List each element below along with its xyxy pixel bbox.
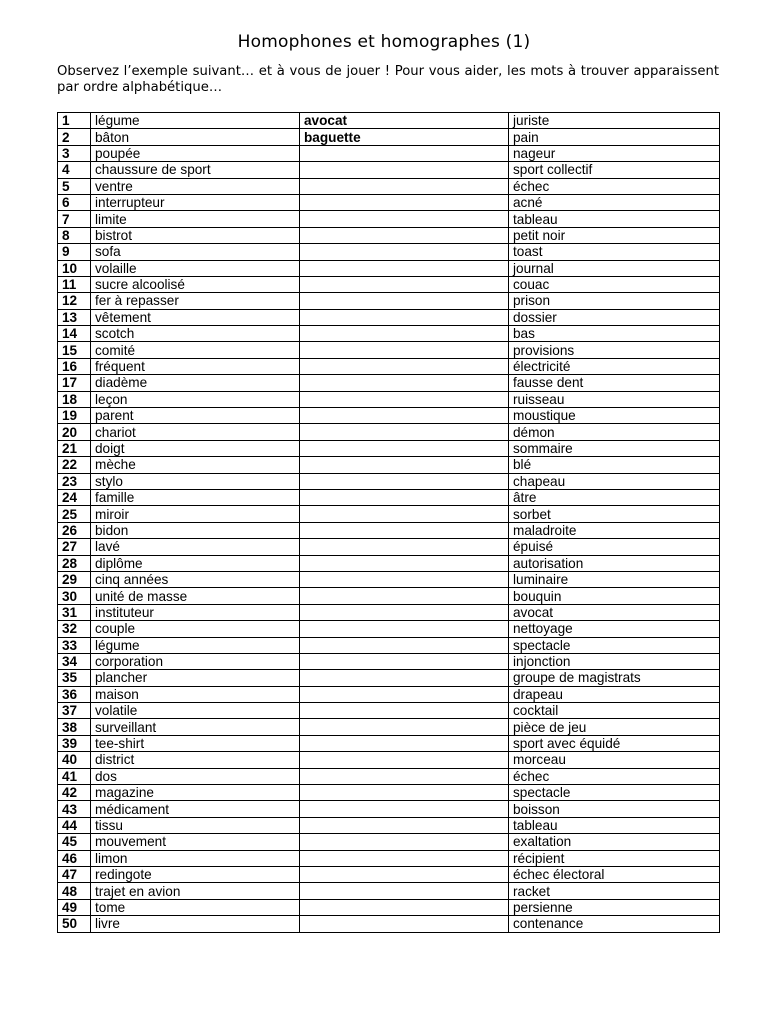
row-number: 11	[58, 276, 91, 292]
word-cell: parent	[91, 408, 300, 424]
row-number: 50	[58, 916, 91, 932]
table-row	[58, 244, 720, 260]
definition-cell: ruisseau	[509, 391, 720, 407]
word-cell: dos	[91, 768, 300, 784]
definition-cell: pain	[509, 129, 720, 145]
table-row	[58, 522, 720, 538]
table-row	[58, 719, 720, 735]
row-number: 39	[58, 735, 91, 751]
row-number: 28	[58, 555, 91, 571]
table-row	[58, 735, 720, 751]
answer-cell[interactable]	[300, 211, 509, 227]
answer-cell[interactable]	[300, 260, 509, 276]
definition-cell: prison	[509, 293, 720, 309]
definition-cell: démon	[509, 424, 720, 440]
table-row	[58, 309, 720, 325]
answer-cell[interactable]	[300, 522, 509, 538]
table-row	[58, 817, 720, 833]
word-cell: corporation	[91, 653, 300, 669]
word-cell: fer à repasser	[91, 293, 300, 309]
table-row	[58, 555, 720, 571]
table-row	[58, 391, 720, 407]
table-row	[58, 326, 720, 342]
row-number: 42	[58, 785, 91, 801]
word-cell: doigt	[91, 440, 300, 456]
row-number: 27	[58, 539, 91, 555]
word-cell: trajet en avion	[91, 883, 300, 899]
definition-cell: avocat	[509, 604, 720, 620]
row-number: 44	[58, 817, 91, 833]
row-number: 15	[58, 342, 91, 358]
definition-cell: dossier	[509, 309, 720, 325]
answer-cell[interactable]	[300, 473, 509, 489]
definition-cell: sport collectif	[509, 162, 720, 178]
definition-cell: cocktail	[509, 703, 720, 719]
table-row	[58, 113, 720, 129]
definition-cell: bouquin	[509, 588, 720, 604]
word-cell: diadème	[91, 375, 300, 391]
row-number: 3	[58, 145, 91, 161]
answer-cell[interactable]	[300, 588, 509, 604]
definition-cell: fausse dent	[509, 375, 720, 391]
answer-cell[interactable]	[300, 686, 509, 702]
answer-cell[interactable]	[300, 719, 509, 735]
answer-cell[interactable]	[300, 342, 509, 358]
table-row	[58, 506, 720, 522]
definition-cell: maladroite	[509, 522, 720, 538]
answer-cell[interactable]: avocat	[300, 113, 509, 129]
row-number: 6	[58, 194, 91, 210]
word-cell: plancher	[91, 670, 300, 686]
answer-cell[interactable]	[300, 424, 509, 440]
word-cell: sofa	[91, 244, 300, 260]
table-row	[58, 850, 720, 866]
answer-cell[interactable]	[300, 670, 509, 686]
table-row	[58, 440, 720, 456]
answer-cell[interactable]	[300, 293, 509, 309]
word-cell: légume	[91, 113, 300, 129]
table-row	[58, 801, 720, 817]
answer-cell[interactable]	[300, 768, 509, 784]
table-row	[58, 260, 720, 276]
answer-cell[interactable]	[300, 801, 509, 817]
answer-cell[interactable]	[300, 408, 509, 424]
word-cell: couple	[91, 621, 300, 637]
row-number: 8	[58, 227, 91, 243]
answer-cell[interactable]	[300, 489, 509, 505]
word-cell: tissu	[91, 817, 300, 833]
answer-cell[interactable]	[300, 276, 509, 292]
word-cell: ventre	[91, 178, 300, 194]
answer-cell[interactable]	[300, 834, 509, 850]
row-number: 32	[58, 621, 91, 637]
definition-cell: provisions	[509, 342, 720, 358]
word-cell: comité	[91, 342, 300, 358]
homophones-table	[57, 112, 720, 933]
word-cell: tome	[91, 899, 300, 915]
table-row	[58, 473, 720, 489]
word-cell: tee-shirt	[91, 735, 300, 751]
definition-cell: persienne	[509, 899, 720, 915]
word-cell: volaille	[91, 260, 300, 276]
answer-cell[interactable]	[300, 785, 509, 801]
table-row	[58, 489, 720, 505]
table-row	[58, 604, 720, 620]
definition-cell: injonction	[509, 653, 720, 669]
answer-cell[interactable]	[300, 145, 509, 161]
answer-cell[interactable]	[300, 850, 509, 866]
table-row	[58, 571, 720, 587]
definition-cell: récipient	[509, 850, 720, 866]
row-number: 2	[58, 129, 91, 145]
table-row	[58, 899, 720, 915]
word-cell: limon	[91, 850, 300, 866]
table-row	[58, 375, 720, 391]
answer-cell[interactable]	[300, 539, 509, 555]
word-cell: bistrot	[91, 227, 300, 243]
row-number: 47	[58, 866, 91, 882]
row-number: 7	[58, 211, 91, 227]
definition-cell: tableau	[509, 211, 720, 227]
row-number: 33	[58, 637, 91, 653]
word-cell: magazine	[91, 785, 300, 801]
definition-cell: boisson	[509, 801, 720, 817]
answer-cell[interactable]	[300, 506, 509, 522]
answer-cell[interactable]	[300, 440, 509, 456]
row-number: 10	[58, 260, 91, 276]
word-cell: scotch	[91, 326, 300, 342]
answer-cell[interactable]	[300, 162, 509, 178]
row-number: 34	[58, 653, 91, 669]
answer-cell[interactable]	[300, 637, 509, 653]
table-row	[58, 194, 720, 210]
table-row	[58, 834, 720, 850]
word-cell: bâton	[91, 129, 300, 145]
answer-cell[interactable]	[300, 375, 509, 391]
table-row	[58, 752, 720, 768]
table-row	[58, 588, 720, 604]
word-cell: mèche	[91, 457, 300, 473]
definition-cell: nageur	[509, 145, 720, 161]
definition-cell: contenance	[509, 916, 720, 932]
definition-cell: drapeau	[509, 686, 720, 702]
definition-cell: morceau	[509, 752, 720, 768]
answer-cell[interactable]	[300, 703, 509, 719]
table-body	[58, 113, 720, 933]
answer-cell[interactable]	[300, 227, 509, 243]
definition-cell: blé	[509, 457, 720, 473]
answer-cell[interactable]	[300, 899, 509, 915]
row-number: 5	[58, 178, 91, 194]
definition-cell: spectacle	[509, 637, 720, 653]
row-number: 38	[58, 719, 91, 735]
row-number: 30	[58, 588, 91, 604]
row-number: 12	[58, 293, 91, 309]
definition-cell: nettoyage	[509, 621, 720, 637]
word-cell: diplôme	[91, 555, 300, 571]
row-number: 41	[58, 768, 91, 784]
word-cell: légume	[91, 637, 300, 653]
row-number: 20	[58, 424, 91, 440]
answer-cell[interactable]	[300, 571, 509, 587]
table-row	[58, 637, 720, 653]
row-number: 16	[58, 358, 91, 374]
word-cell: cinq années	[91, 571, 300, 587]
row-number: 29	[58, 571, 91, 587]
word-cell: bidon	[91, 522, 300, 538]
definition-cell: exaltation	[509, 834, 720, 850]
table-row	[58, 686, 720, 702]
row-number: 9	[58, 244, 91, 260]
row-number: 4	[58, 162, 91, 178]
definition-cell: moustique	[509, 408, 720, 424]
definition-cell: électricité	[509, 358, 720, 374]
definition-cell: toast	[509, 244, 720, 260]
word-cell: limite	[91, 211, 300, 227]
definition-cell: journal	[509, 260, 720, 276]
definition-cell: petit noir	[509, 227, 720, 243]
table-row	[58, 162, 720, 178]
table-row	[58, 408, 720, 424]
row-number: 46	[58, 850, 91, 866]
definition-cell: sommaire	[509, 440, 720, 456]
word-cell: famille	[91, 489, 300, 505]
table-row	[58, 457, 720, 473]
answer-cell[interactable]	[300, 309, 509, 325]
word-cell: poupée	[91, 145, 300, 161]
definition-cell: échec électoral	[509, 866, 720, 882]
row-number: 25	[58, 506, 91, 522]
answer-cell[interactable]	[300, 883, 509, 899]
answer-cell[interactable]	[300, 358, 509, 374]
table-row	[58, 342, 720, 358]
definition-cell: couac	[509, 276, 720, 292]
definition-cell: bas	[509, 326, 720, 342]
table-row	[58, 211, 720, 227]
row-number: 48	[58, 883, 91, 899]
definition-cell: sorbet	[509, 506, 720, 522]
row-number: 23	[58, 473, 91, 489]
row-number: 35	[58, 670, 91, 686]
word-cell: médicament	[91, 801, 300, 817]
word-cell: lavé	[91, 539, 300, 555]
table-row	[58, 276, 720, 292]
word-cell: vêtement	[91, 309, 300, 325]
answer-cell[interactable]	[300, 391, 509, 407]
definition-cell: épuisé	[509, 539, 720, 555]
table-row	[58, 768, 720, 784]
answer-cell[interactable]	[300, 866, 509, 882]
row-number: 1	[58, 113, 91, 129]
word-cell: volatile	[91, 703, 300, 719]
word-cell: livre	[91, 916, 300, 932]
row-number: 43	[58, 801, 91, 817]
word-cell: sucre alcoolisé	[91, 276, 300, 292]
word-cell: unité de masse	[91, 588, 300, 604]
word-cell: chaussure de sport	[91, 162, 300, 178]
answer-cell[interactable]	[300, 752, 509, 768]
answer-cell[interactable]	[300, 817, 509, 833]
table-row	[58, 785, 720, 801]
row-number: 22	[58, 457, 91, 473]
row-number: 40	[58, 752, 91, 768]
word-cell: redingote	[91, 866, 300, 882]
row-number: 26	[58, 522, 91, 538]
table-row	[58, 178, 720, 194]
answer-cell[interactable]	[300, 735, 509, 751]
table-row	[58, 227, 720, 243]
table-row	[58, 653, 720, 669]
word-cell: miroir	[91, 506, 300, 522]
definition-cell: luminaire	[509, 571, 720, 587]
answer-cell[interactable]	[300, 326, 509, 342]
word-cell: district	[91, 752, 300, 768]
table-row	[58, 358, 720, 374]
row-number: 13	[58, 309, 91, 325]
table-row	[58, 883, 720, 899]
row-number: 31	[58, 604, 91, 620]
row-number: 45	[58, 834, 91, 850]
row-number: 14	[58, 326, 91, 342]
row-number: 19	[58, 408, 91, 424]
definition-cell: spectacle	[509, 785, 720, 801]
definition-cell: âtre	[509, 489, 720, 505]
definition-cell: chapeau	[509, 473, 720, 489]
answer-cell[interactable]	[300, 555, 509, 571]
row-number: 24	[58, 489, 91, 505]
word-cell: interrupteur	[91, 194, 300, 210]
word-cell: mouvement	[91, 834, 300, 850]
answer-cell[interactable]: baguette	[300, 129, 509, 145]
answer-cell[interactable]	[300, 178, 509, 194]
table-row	[58, 703, 720, 719]
word-cell: maison	[91, 686, 300, 702]
answer-cell[interactable]	[300, 604, 509, 620]
definition-cell: racket	[509, 883, 720, 899]
word-cell: chariot	[91, 424, 300, 440]
definition-cell: groupe de magistrats	[509, 670, 720, 686]
word-cell: surveillant	[91, 719, 300, 735]
table-row	[58, 539, 720, 555]
word-cell: leçon	[91, 391, 300, 407]
definition-cell: acné	[509, 194, 720, 210]
table-row	[58, 670, 720, 686]
table-row	[58, 293, 720, 309]
table-row	[58, 866, 720, 882]
table-row	[58, 621, 720, 637]
table-row	[58, 129, 720, 145]
instructions: Observez l’exemple suivant… et à vous de jouer ! Pour vous aider, les mots à trouver apparaissent par ordre alphabétique…	[57, 64, 719, 95]
row-number: 17	[58, 375, 91, 391]
definition-cell: échec	[509, 768, 720, 784]
definition-cell: juriste	[509, 113, 720, 129]
table-row	[58, 145, 720, 161]
answer-cell[interactable]	[300, 916, 509, 932]
definition-cell: pièce de jeu	[509, 719, 720, 735]
table-row	[58, 424, 720, 440]
definition-cell: sport avec équidé	[509, 735, 720, 751]
row-number: 37	[58, 703, 91, 719]
row-number: 18	[58, 391, 91, 407]
answer-cell[interactable]	[300, 244, 509, 260]
answer-cell[interactable]	[300, 194, 509, 210]
definition-cell: autorisation	[509, 555, 720, 571]
word-cell: fréquent	[91, 358, 300, 374]
word-cell: instituteur	[91, 604, 300, 620]
definition-cell: tableau	[509, 817, 720, 833]
row-number: 49	[58, 899, 91, 915]
row-number: 21	[58, 440, 91, 456]
row-number: 36	[58, 686, 91, 702]
answer-cell[interactable]	[300, 653, 509, 669]
word-cell: stylo	[91, 473, 300, 489]
table-row	[58, 916, 720, 932]
definition-cell: échec	[509, 178, 720, 194]
answer-cell[interactable]	[300, 621, 509, 637]
page-title: Homophones et homographes (1)	[237, 32, 531, 52]
answer-cell[interactable]	[300, 457, 509, 473]
